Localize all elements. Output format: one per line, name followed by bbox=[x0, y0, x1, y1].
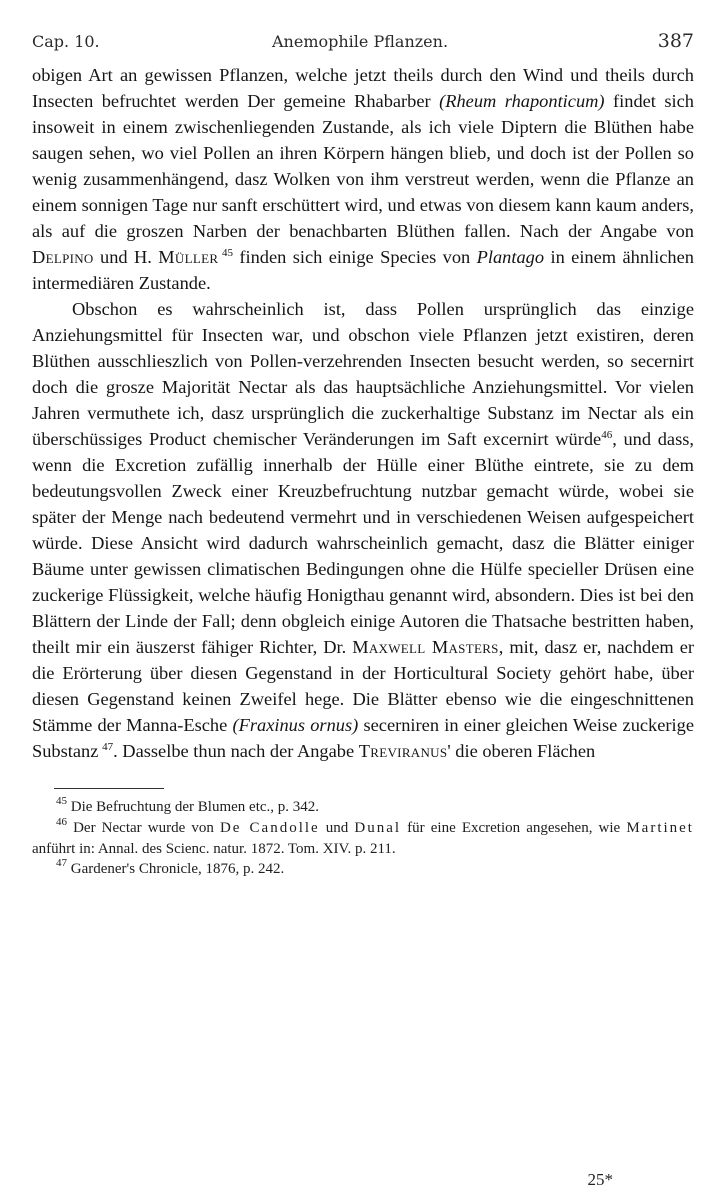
footnote-text: und bbox=[319, 819, 355, 836]
footnote-text: Gardener's Chronicle, 1876, p. 242. bbox=[67, 861, 285, 878]
genus-plantago: Plantago bbox=[476, 247, 545, 267]
author-delpino: Delpino bbox=[32, 247, 94, 267]
footnotes bbox=[32, 797, 694, 880]
author-martinet: Martinet bbox=[626, 819, 694, 836]
footnote-ref-45[interactable]: 45 bbox=[221, 247, 233, 259]
species-name-rheum: (Rheum rhaponticum) bbox=[439, 91, 605, 111]
text-run: Obschon es wahrscheinlich ist, dass Pollen ursprünglich das einzige Anziehungsmittel für Insecten war, und obschon viele Pflanzen jetzt existiren, deren Blüthen ausschlieszlich von Pollen-verzehrenden Insecten besucht werden, so secernirt doch die grosze Majorität Nectar als das hauptsächliche Anziehungsmittel. Vor vielen Jahren vermuthete ich, dasz ursprünglich die zuckerhaltige Substanz im Nectar als ein überschüssiges Product chemischer Veränderungen im Saft excernirt würde bbox=[32, 299, 694, 449]
text-run: findet sich insoweit in einem zwischenliegenden Zustande, als ich viele Diptern die Blüthen habe saugen sehen, wo viel Pollen an ihren Körpern hängen blieb, und doch ist der Pollen so wenig zusammenhängend, dasz Wolken von ihm verstreut werden, wenn die Pflanze an einem sonnigen Tage nur sanft erschüttert wird, und etwas von diesem kann kaum anders, als auf die groszen Narben der benachbarten Blüthen fallen. Nach der Angabe von bbox=[32, 91, 694, 241]
footnote-divider bbox=[54, 788, 164, 789]
footnote-46 bbox=[32, 815, 694, 860]
author-mueller: Müller bbox=[158, 247, 219, 267]
author-dunal: Dunal bbox=[354, 819, 402, 836]
footnote-number: 45 bbox=[56, 795, 67, 807]
footnote-45 bbox=[32, 797, 694, 818]
footnote-ref-47[interactable]: 47 bbox=[102, 741, 114, 753]
author-de-candolle: De Candolle bbox=[219, 819, 320, 836]
footnote-47 bbox=[32, 859, 694, 880]
text-run: in einem ähnlichen intermediären Zustande. bbox=[32, 247, 694, 293]
text-run: finden sich einige Species von bbox=[232, 247, 477, 267]
paragraph-2 bbox=[32, 296, 694, 764]
footnote-text: Der Nectar wurde von bbox=[67, 819, 220, 836]
text-run: und H. bbox=[93, 247, 159, 267]
footnote-text: für eine Excretion angesehen, wie bbox=[401, 819, 627, 836]
text-run: , und dass, wenn die Excretion zufällig innerhalb der Hülle einer Blüthe eintrete, sie zu dem bedeutungsvollen Zweck einer Kreuzbefruchtung nutzbar gemacht würde, wobei sie später der Menge nach bedeutend vermehrt und in verschiedenen Weisen aufgespeichert würde. Diese Ansicht wird dadurch wahrscheinlich gemacht, dasz die Blätter einiger Bäume unter gewissen climatischen Bedingungen ohne die Hülfe specieller Drüsen eine zuckerige Flüssigkeit, welche häufig Honigthau genannt wird, absondern. Dies ist bei den Blättern der Linde der Fall; denn obgleich einige Autoren die Thatsache bestritten haben, theilt mir ein äuszerst fähiger Richter, Dr. bbox=[32, 429, 694, 657]
text-run: . Dasselbe thun nach der Angabe bbox=[113, 741, 359, 761]
footnote-number: 46 bbox=[56, 815, 67, 828]
footnote-text: Die Befruchtung der Blumen etc., p. 342. bbox=[67, 799, 320, 815]
chapter-title: Anemophile Pflanzen. bbox=[272, 32, 449, 51]
text-run: obigen Art an gewissen Pflanzen, welche jetzt theils durch den Wind und theils durch Insecten befruchtet werden Der gemeine Rhabarber bbox=[32, 65, 694, 111]
main-text bbox=[32, 62, 694, 764]
text-run: ' die oberen Flächen bbox=[447, 741, 596, 761]
book-page bbox=[32, 22, 694, 880]
footnote-text: anführt in: Annal. des Scienc. natur. 1872. Tom. XIV. p. 211. bbox=[32, 840, 396, 857]
running-header bbox=[32, 22, 694, 62]
page-number: 387 bbox=[657, 30, 694, 52]
footnote-ref-46[interactable]: 46 bbox=[601, 429, 613, 441]
text-run: , mit, dasz er, nachdem er die Erörterung über diesen Gegenstand in der Horticultural Society gehört habe, über diesen Gegenstand keinen Zweifel hege. Die Blätter ebenso wie die eingeschnittenen Stämme der Manna-Esche bbox=[32, 637, 694, 735]
text-run: secerniren in einer gleichen Weise zuckerige Substanz bbox=[32, 715, 695, 761]
author-treviranus: Treviranus bbox=[358, 741, 448, 761]
paragraph-1 bbox=[32, 62, 694, 296]
signature-mark: 25* bbox=[587, 1170, 613, 1189]
footnote-number: 47 bbox=[56, 857, 67, 870]
species-name-fraxinus: (Fraxinus ornus) bbox=[232, 715, 359, 735]
chapter-label: Cap. 10. bbox=[32, 32, 100, 51]
author-masters: Maxwell Masters bbox=[352, 637, 499, 657]
